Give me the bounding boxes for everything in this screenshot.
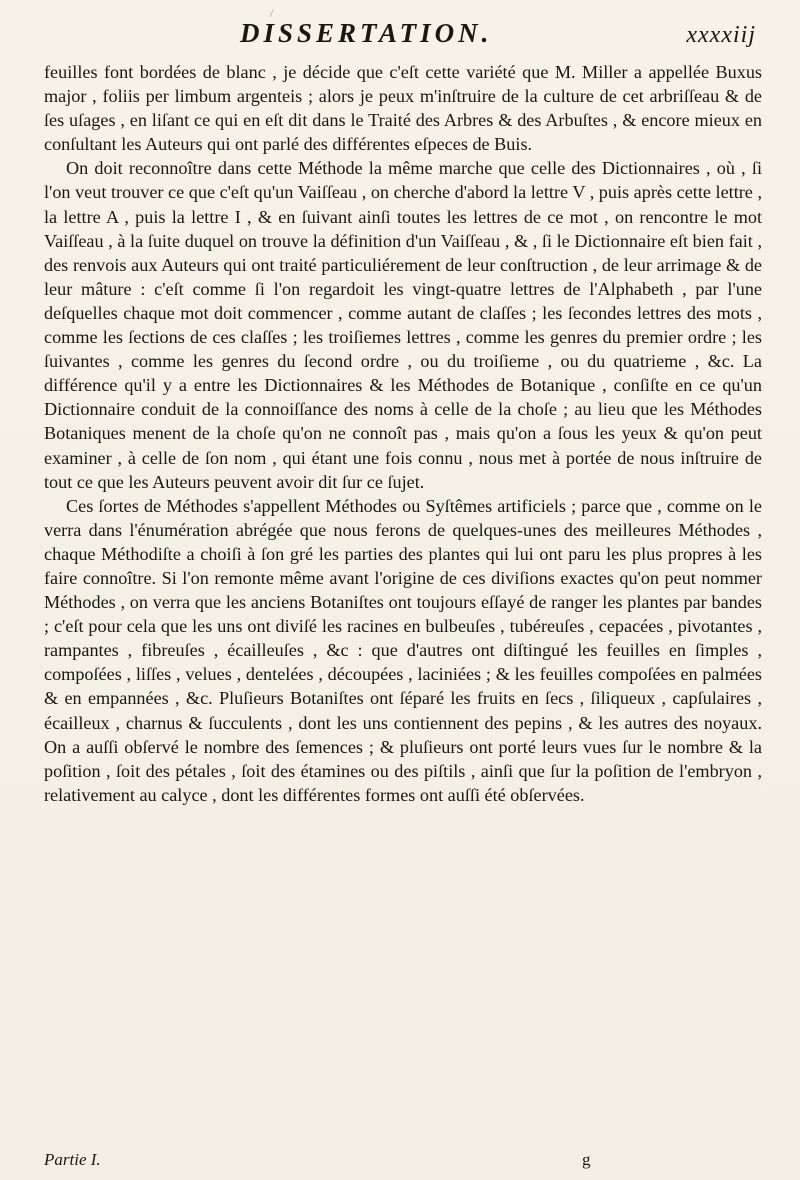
running-head xyxy=(0,18,800,58)
paragraph: On doit reconnoître dans cette Méthode la même marche que celle des Dictionnaires , où , ſi l'on veut trouver ce que c'eſt qu'un Vaiſſeau , on cherche d'abord la lettre V , puis après cette lettre , la lettre A , puis la lettre I , & en ſuivant ainſi toutes les lettres de ce mot , on rencontre le mot Vaiſſeau , à la ſuite duquel on trouve la définition d'un Vaiſſeau , & , ſi le Dictionnaire eſt bien fait , des renvois aux Auteurs qui ont traité particuliérement de leur conſtruction , de leur arrimage & de leur mâture : c'eſt comme ſi l'on regardoit les vingt-quatre lettres de l'Alphabeth , par l'une deſquelles chaque mot doit commencer , comme autant de claſſes ; les ſecondes lettres des mots , comme les ſections de ces claſſes ; les troiſiemes lettres , comme les genres du premier ordre ; les ſuivantes , comme les genres du ſecond ordre , ou du troiſieme , ou du quatrieme , &c. La différence qu'il y a entre les Dictionnaires & les Méthodes de Botanique , conſiſte en ce qu'un Dictionnaire conduit de la connoiſſance des noms à celle de la choſe ; au lieu que les Méthodes Botaniques menent de la choſe qu'on ne connoît pas , mais qu'on a ſous les yeux & qu'on peut examiner , à celle de ſon nom , qui étant une fois connu , nous met à portée de nous inſtruire de tout ce que les Auteurs peuvent avoir dit ſur ce ſujet. xyxy=(44,158,762,492)
signature-letter: g xyxy=(582,1150,591,1169)
body-text xyxy=(44,60,762,807)
page-footer xyxy=(44,1150,762,1174)
paragraph: feuilles font bordées de blanc , je décide que c'eſt cette variété que M. Miller a appellée Buxus major , foliis per limbum argenteis ; alors je peux m'inſtruire de la culture de cet arbriſſeau & de ſes uſages , en liſant ce qui en eſt dit dans le Traité des Arbres & des Arbuſtes , & encore mieux en conſultant les Auteurs qui ont parlé des différentes eſpeces de Buis. xyxy=(44,62,762,155)
paragraph: Ces ſortes de Méthodes s'appellent Méthodes ou Syſtêmes artificiels ; parce que , comme on le verra dans l'énumération abrégée que nous ferons de quelques-unes des meilleures Méthodes , chaque Méthodiſte a choiſi à ſon gré les parties des plantes qui lui ont paru les plus propres à les faire connoître. Si l'on remonte même avant l'origine de ces diviſions exactes qu'on peut nommer Méthodes , on verra que les anciens Botaniſtes ont toujours eſſayé de ranger les plantes par bandes ; c'eſt pour cela que les uns ont diviſé les racines en bulbeuſes , tubéreuſes , cepacées , pivotantes , rampantes , fibreuſes , écailleuſes , &c : que d'autres ont diſtingué les feuilles en ſimples , compoſées , liſſes , velues , dentelées , découpées , laciniées ; & les feuilles compoſées en palmées & en empannées , &c. Pluſieurs Botaniſtes ont ſéparé les fruits en ſecs , ſiliqueux , capſulaires , écailleux , charnus & ſucculents , dont les uns contiennent des pepins , & les autres des noyaux. On a auſſi obſervé le nombre des ſemences ; & pluſieurs ont porté leurs vues ſur le nombre & la poſition , ſoit des pétales , ſoit des étamines ou des piſtils , ainſi que ſur la poſition de l'embryon , relativement au calyce , dont les différentes formes ont auſſi été obſervées. xyxy=(44,495,762,805)
running-head-title: DISSERTATION. xyxy=(240,18,493,48)
page-number: xxxxiij xyxy=(686,22,756,48)
signature-mark: Partie I. xyxy=(44,1150,101,1169)
margin-mark: / xyxy=(270,6,274,20)
